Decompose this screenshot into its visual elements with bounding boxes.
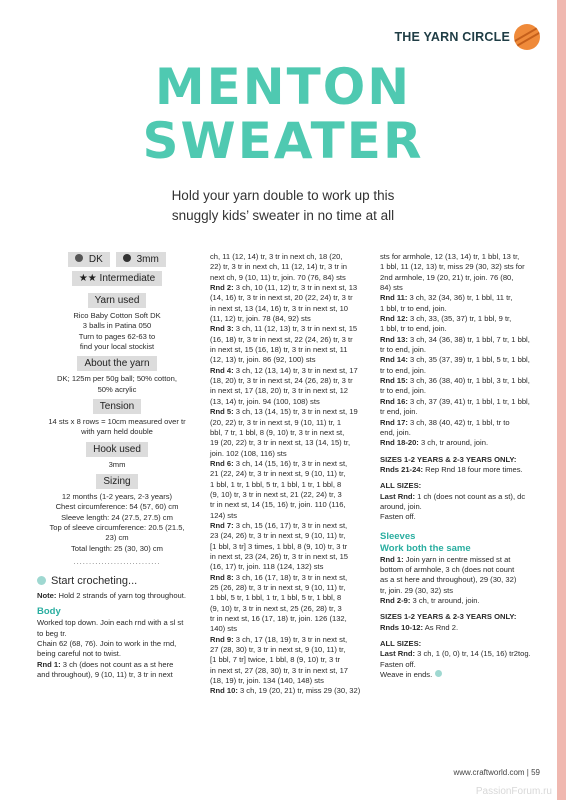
round-text: (16, 18) tr, 3 tr in next st, 22 (24, 26) tr, 3 tr <box>210 334 353 344</box>
pattern-line <box>380 335 540 345</box>
pattern-line <box>210 407 370 417</box>
round-text: 3 ch, 34 (36, 38) tr, 1 bbl, 7 tr, 1 bbl, <box>407 334 530 344</box>
footer-separator: | <box>524 768 532 777</box>
round-label: SIZES 1-2 YEARS & 2-3 YEARS ONLY: <box>380 454 517 464</box>
round-text: tr to end, join. <box>380 365 427 375</box>
note-text: Hold 2 strands of yarn tog throughout. <box>56 590 187 600</box>
about-yarn-line: 50% acrylic <box>97 384 137 394</box>
body-line: Worked top down. Join each rnd with a sl st <box>37 618 184 628</box>
round-text: 3 ch, 15 (16, 17) tr, 3 tr in next st, <box>233 520 348 530</box>
pattern-line <box>380 502 540 512</box>
pattern-line <box>380 455 540 465</box>
round-text: ch, 11 (12, 14) tr, 3 tr in next ch, 18 (20, <box>210 252 343 261</box>
round-label: Rnds 10-12: <box>380 622 424 632</box>
yarn-used-line: Turn to pages 62-63 to <box>78 331 156 341</box>
round-text: tr in next st, 16 (17, 18) tr, join. 126 (132, <box>210 614 347 624</box>
pattern-line <box>210 273 370 283</box>
round-text: sts for armhole, 12 (13, 14) tr, 1 bbl, 13 tr, <box>380 252 520 261</box>
page-number: 59 <box>531 768 540 777</box>
round-text: 3 ch, 13 (14, 15) tr, 3 tr in next st, 19 <box>233 407 358 417</box>
pattern-line <box>380 345 540 355</box>
pattern-line <box>210 252 370 262</box>
pattern-line <box>210 521 370 531</box>
bullet-icon <box>37 576 46 585</box>
subtitle-line-1: Hold your yarn double to work up this <box>171 188 395 203</box>
pattern-line <box>210 562 370 572</box>
tension-line: 14 sts x 8 rows = 10cm measured over tr <box>48 417 186 427</box>
pattern-line <box>210 459 370 469</box>
round-label: Rnd 11: <box>380 293 408 303</box>
round-text: 1 bbl, tr to end, join. <box>380 303 447 313</box>
round-text: 3 ch, 33, (35, 37) tr, 1 bbl, 9 tr, <box>407 314 512 324</box>
yarn-weight-badge <box>68 252 110 267</box>
sleeves-subheading: Work both the same <box>380 542 471 554</box>
round-label: Rnd 12: <box>380 314 408 324</box>
round-text: (13, 14) tr, join. 94 (100, 108) sts <box>210 396 320 406</box>
pattern-line <box>210 500 370 510</box>
note-label: Note: <box>37 590 57 600</box>
round-text: in next st, 13 (14, 16) tr, 3 tr in next st, 10 <box>210 303 349 313</box>
pattern-line <box>210 283 370 293</box>
about-yarn-line: DK; 125m per 50g ball; 50% cotton, <box>57 374 177 384</box>
pattern-column-3 <box>380 252 540 680</box>
round-text: in next st, 27 (28, 30) tr, 3 tr in next st, 17 <box>210 665 349 675</box>
round-text: Weave in ends. <box>380 670 433 680</box>
pattern-line <box>380 649 540 659</box>
weight-needle-row <box>37 252 197 267</box>
sizing-line: 23) cm <box>105 533 129 543</box>
round-label: Rnd 16: <box>380 396 408 406</box>
pattern-line <box>210 335 370 345</box>
round-label: Rnd 17: <box>380 417 408 427</box>
round-text: 3 ch, tr around, join. <box>410 595 480 605</box>
round-text: 3 ch, 35 (37, 39) tr, 1 bbl, 5 tr, 1 bbl, <box>407 355 530 365</box>
needle-size-badge <box>116 252 166 267</box>
note <box>37 591 197 601</box>
hook-value: 3mm <box>108 459 126 469</box>
pattern-line <box>210 355 370 365</box>
round-text: Rep Rnd 18 four more times. <box>423 464 523 474</box>
pattern-line <box>210 531 370 541</box>
rnd1-label: Rnd 1: <box>37 659 61 669</box>
pattern-line <box>380 481 540 491</box>
pattern-line <box>380 586 540 596</box>
yarn-ball-icon <box>514 24 540 50</box>
round-text: 27 (28, 30) tr, 3 tr in next st, 9 (10, 11) tr, <box>210 645 346 655</box>
yarn-used-line: 3 balls in Patina 050 <box>82 321 152 331</box>
round-text: 84) sts <box>380 283 403 293</box>
round-text: in next st, 23 (24, 26) tr, 3 tr in next st, 15 <box>210 551 349 561</box>
pattern-line <box>380 273 540 283</box>
pattern-line <box>380 418 540 428</box>
round-text: 3 ch, 32 (34, 36) tr, 1 bbl, 11 tr, <box>407 293 513 303</box>
pattern-line <box>210 593 370 603</box>
pattern-line <box>380 386 540 396</box>
tension-section <box>37 399 197 438</box>
round-text: (18, 20) tr, 3 tr in next st, 24 (26, 28) tr, 3 tr <box>210 376 353 386</box>
round-text: (11, 12) tr, join. 78 (84, 92) sts <box>210 314 311 324</box>
body-line: Chain 62 (68, 76). Join to work in the rnd, <box>37 638 177 648</box>
about-yarn-heading: About the yarn <box>77 356 156 371</box>
pattern-line <box>380 492 540 502</box>
pattern-line <box>380 660 540 670</box>
round-text: bbl, 7 tr, 1 bbl, 8 (9, 10) tr, 3 tr in next st, <box>210 427 345 437</box>
pattern-column-2 <box>210 252 370 697</box>
round-label: ALL SIZES: <box>380 639 422 648</box>
round-text: next ch, 9 (10, 11) tr, join. 70 (76, 84) sts <box>210 272 346 282</box>
pattern-line <box>380 304 540 314</box>
pattern-line <box>210 314 370 324</box>
body-heading: Body <box>37 606 61 618</box>
pattern-line <box>210 542 370 552</box>
pattern-line <box>210 686 370 696</box>
round-label: Rnd 7: <box>210 520 234 530</box>
pattern-line <box>210 635 370 645</box>
round-label: Rnds 21-24: <box>380 464 424 474</box>
needle-size: 3mm <box>136 254 159 265</box>
yarn-weight: DK <box>88 254 103 265</box>
info-column <box>37 252 197 680</box>
pattern-line <box>380 465 540 475</box>
brand-text: THE YARN CIRCLE <box>394 30 510 44</box>
round-text: 1 ch (does not count as a st), dc <box>415 491 526 501</box>
sizing-line: Sleeve length: 24 (27.5, 27.5) cm <box>61 512 173 522</box>
pattern-line <box>380 623 540 633</box>
pattern-line <box>210 552 370 562</box>
pattern-line <box>380 324 540 334</box>
round-text: [1 bbl, 7 tr] twice, 1 bbl, 8 (9, 10) tr, 3 tr <box>210 655 340 665</box>
round-text: 23 (24, 26) tr, 3 tr in next st, 9 (10, 11) tr, <box>210 531 346 541</box>
title-line-1: MENTON <box>154 58 412 116</box>
pattern-line <box>210 480 370 490</box>
round-label: Rnd 14: <box>380 355 408 365</box>
pattern-line <box>380 407 540 417</box>
round-text: (18, 19) tr, join. 134 (140, 148) sts <box>210 676 324 686</box>
round-text: 3 ch, 38 (40, 42) tr, 1 bbl, tr to <box>407 417 510 427</box>
pattern-line <box>210 511 370 521</box>
pattern-line <box>210 666 370 676</box>
pattern-line <box>380 366 540 376</box>
round-text: Join yarn in centre missed st at <box>403 554 511 564</box>
pattern-line <box>210 614 370 624</box>
round-text: tr end, join. <box>380 407 418 417</box>
pattern-line <box>380 355 540 365</box>
watermark: PassionForum.ru <box>475 786 552 797</box>
round-text: 3 ch, 11 (12, 13) tr, 3 tr in next st, 15 <box>233 324 358 334</box>
body-line: to beg tr. <box>37 628 67 638</box>
pattern-line <box>380 262 540 272</box>
round-text: tr to end, join. <box>380 345 427 355</box>
pattern-line <box>210 655 370 665</box>
skill-level-badge: ★★ Intermediate <box>72 271 162 286</box>
round-text: 140) sts <box>210 624 238 634</box>
pattern-line <box>210 449 370 459</box>
round-text: Fasten off. <box>380 659 416 669</box>
round-text: end, join. <box>380 427 411 437</box>
round-text: (16, 17) tr, join. 118 (124, 132) sts <box>210 562 324 572</box>
round-text: 3 ch, 37 (39, 41) tr, 1 bbl, 1 tr, 1 bbl, <box>407 396 530 406</box>
pattern-line <box>210 676 370 686</box>
title-line-2: SWEATER <box>142 112 424 170</box>
round-text: 3 ch, 12 (13, 14) tr, 3 tr in next st, 17 <box>233 365 358 375</box>
yarn-used-heading: Yarn used <box>88 293 147 308</box>
tension-heading: Tension <box>93 399 141 414</box>
round-text: 1 bbl, tr to end, join. <box>380 324 447 334</box>
rnd1-line: and throughout), 9 (10, 11) tr, 3 tr in next <box>37 669 173 679</box>
round-text: 3 ch, 14 (15, 16) tr, 3 tr in next st, <box>233 458 348 468</box>
start-crocheting-heading <box>37 576 197 586</box>
round-text: 1 bbl, 1 tr, 1 bbl, 5 tr, 1 bbl, 1 tr, 1 bbl, 8 <box>210 479 342 489</box>
round-label: Rnd 13: <box>380 334 408 344</box>
sizing-line: Total length: 25 (30, 30) cm <box>70 543 164 553</box>
round-label: Rnd 18-20: <box>380 438 419 448</box>
round-label: Last Rnd: <box>380 491 416 501</box>
round-text: as a st here and throughout), 29 (30, 32) <box>380 575 517 585</box>
round-text: in next st, 15 (16, 18) tr, 3 tr in next st, 11 <box>210 345 348 355</box>
round-text: 3 ch, 1 (0, 0) tr, 14 (15, 16) tr2tog. <box>415 649 531 659</box>
about-yarn-section <box>37 356 197 395</box>
round-text: [1 bbl, 3 tr] 3 times, 1 bbl, 8 (9, 10) tr, 3 tr <box>210 541 348 551</box>
pattern-line <box>210 624 370 634</box>
round-text: 3 ch, tr around, join. <box>418 438 489 448</box>
brand-logo <box>394 24 540 50</box>
round-label: Rnd 3: <box>210 324 234 334</box>
round-text: tr to end, join. <box>380 386 427 396</box>
pattern-line <box>210 262 370 272</box>
round-text: tr, join. 29 (30, 32) sts <box>380 585 454 595</box>
pattern-line <box>210 438 370 448</box>
round-label: Rnd 6: <box>210 458 234 468</box>
page-footer <box>453 768 540 777</box>
tension-line: with yarn held double <box>81 427 153 437</box>
round-text: (9, 10) tr, 3 tr in next st, 21 (22, 24) tr, 3 <box>210 489 342 499</box>
pattern-line <box>380 639 540 649</box>
round-text: 3 ch, 16 (17, 18) tr, 3 tr in next st, <box>233 572 348 582</box>
pattern-line <box>380 512 540 522</box>
round-label: Rnd 2-9: <box>380 595 411 605</box>
pattern-line <box>210 490 370 500</box>
round-label: Last Rnd: <box>380 649 416 659</box>
round-text: 25 (26, 28) tr, 3 tr in next st, 9 (10, 11) tr, <box>210 583 346 592</box>
round-text: 19 (20, 22) tr, 3 tr in next st, 13 (14, 15) tr, <box>210 438 351 448</box>
round-label: Rnd 1: <box>380 554 404 564</box>
round-text: 3 ch, 36 (38, 40) tr, 1 bbl, 3 tr, 1 bbl, <box>407 376 530 386</box>
body-line: being careful not to twist. <box>37 649 121 659</box>
round-text: bottom of armhole, 3 ch (does not count <box>380 564 515 574</box>
round-label: Rnd 10: <box>210 686 238 696</box>
pattern-line <box>210 366 370 376</box>
sizing-line: Top of sleeve circumference: 20.5 (21.5, <box>49 523 185 533</box>
pattern-line <box>380 293 540 303</box>
pattern-line <box>210 304 370 314</box>
pattern-line <box>380 397 540 407</box>
round-label: Rnd 5: <box>210 407 234 417</box>
subtitle <box>0 186 566 226</box>
round-label: Rnd 15: <box>380 376 408 386</box>
pattern-line <box>380 438 540 448</box>
pattern-line <box>380 283 540 293</box>
pattern-line <box>210 293 370 303</box>
pattern-line <box>210 645 370 655</box>
round-label: SIZES 1-2 YEARS & 2-3 YEARS ONLY: <box>380 612 517 622</box>
round-text: Fasten off. <box>380 512 416 522</box>
sizing-heading: Sizing <box>96 474 137 489</box>
pattern-line <box>210 583 370 593</box>
yarn-ball-small-icon <box>75 254 83 262</box>
pattern-line <box>380 596 540 606</box>
round-text: tr in next st, 14 (15, 16) tr, join. 110 (116, <box>210 500 346 510</box>
round-label: ALL SIZES: <box>380 481 422 491</box>
round-label: Rnd 8: <box>210 572 234 582</box>
round-label: Rnd 4: <box>210 365 234 375</box>
website-link[interactable]: www.craftworld.com <box>453 768 525 777</box>
yarn-used-line: find your local stockist <box>79 342 155 352</box>
round-label: Rnd 9: <box>210 634 234 644</box>
yarn-used-section <box>37 293 197 352</box>
pattern-line <box>210 324 370 334</box>
round-text: As Rnd 2. <box>423 622 459 632</box>
pattern-line <box>380 314 540 324</box>
round-text: 3 ch, 17 (18, 19) tr, 3 tr in next st, <box>233 634 348 644</box>
round-text: 3 ch, 10 (11, 12) tr, 3 tr in next st, 13 <box>233 283 358 293</box>
round-text: (20, 22) tr, 3 tr in next st, 9 (10, 11) tr, 1 <box>210 417 342 427</box>
round-text: join. 102 (108, 116) sts <box>210 448 287 458</box>
yarn-used-line: Rico Baby Cotton Soft DK <box>73 311 161 320</box>
pattern-line <box>380 575 540 585</box>
pattern-line <box>380 376 540 386</box>
round-text: in next st, 17 (18, 20) tr, 3 tr in next st, 12 <box>210 386 349 396</box>
dotted-divider: ............................ <box>73 557 161 567</box>
pattern-line <box>380 565 540 575</box>
round-label: Rnd 2: <box>210 283 234 293</box>
round-text: (12, 13) tr, join. 86 (92, 100) sts <box>210 355 316 365</box>
pattern-line <box>210 345 370 355</box>
sizing-section <box>37 474 197 567</box>
pattern-line <box>380 670 540 680</box>
end-bullet-icon <box>435 670 442 677</box>
pattern-line <box>380 428 540 438</box>
pattern-line <box>210 418 370 428</box>
round-text: 1 bbl, 11 (12, 13) tr, miss 29 (30, 32) sts for <box>380 262 525 272</box>
subtitle-line-2: snuggly kids’ sweater in no time at all <box>171 208 395 223</box>
rnd1-line <box>37 660 197 670</box>
pattern-line <box>380 555 540 565</box>
rnd1-text: 3 ch (does not count as a st here <box>60 659 174 669</box>
pattern-line <box>210 386 370 396</box>
round-text: 22) tr, 3 tr in next ch, 11 (12, 14) tr, 3 tr in <box>210 262 348 272</box>
sizing-line: 12 months (1-2 years, 2-3 years) <box>61 492 173 502</box>
start-label: Start crocheting... <box>51 574 138 587</box>
round-text: 1 bbl, 5 tr, 1 bbl, 1 tr, 1 bbl, 5 tr, 1 bbl, 8 <box>210 593 342 603</box>
pattern-line <box>380 612 540 622</box>
hook-section <box>37 442 197 470</box>
round-text: (9, 10) tr, 3 tr in next st, 25 (26, 28) tr, 3 <box>210 603 342 613</box>
round-text: (14, 16) tr, 3 tr in next st, 20 (22, 24) tr, 3 tr <box>210 293 353 303</box>
pattern-line <box>210 469 370 479</box>
pattern-line <box>210 428 370 438</box>
pattern-line <box>210 397 370 407</box>
round-text: 2nd armhole, 19 (20, 21) tr, join. 76 (80, <box>380 272 514 282</box>
round-text: 21 (22, 24) tr, 3 tr in next st, 9 (10, 11) tr, <box>210 469 346 479</box>
round-text: 3 ch, 19 (20, 21) tr, miss 29 (30, 32) <box>237 686 361 696</box>
pattern-line <box>210 604 370 614</box>
round-text: 124) sts <box>210 510 238 520</box>
pattern-line <box>210 376 370 386</box>
hook-small-icon <box>123 254 131 262</box>
sleeves-heading: Sleeves <box>380 530 416 542</box>
round-text: around, join. <box>380 501 422 511</box>
pattern-line <box>210 573 370 583</box>
hook-heading: Hook used <box>86 442 148 457</box>
pattern-line <box>380 252 540 262</box>
sizing-line: Chest circumference: 54 (57, 60) cm <box>55 502 179 512</box>
